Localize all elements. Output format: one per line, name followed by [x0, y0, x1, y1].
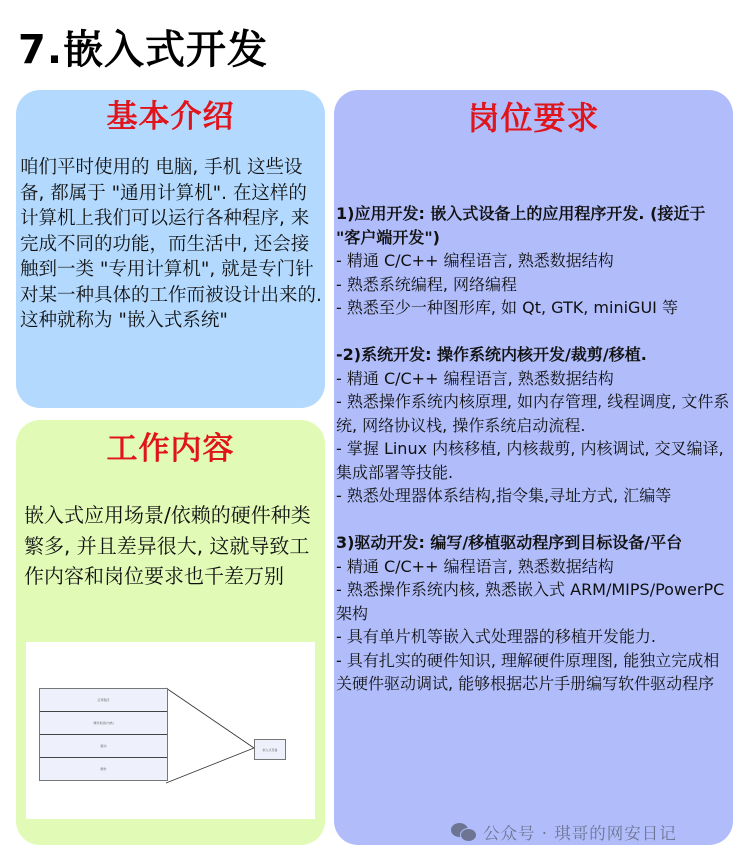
intro-text: 咱们平时使用的 电脑, 手机 这些设备, 都属于 "通用计算机". 在这样的计算机上我们可以运行各种程序, 来完成不同的功能，而生活中, 还会接触到一类 "专用计算机", 就是专门针对某一种具体的工作而被设计出来的. 这种就称为 "嵌入式系统" [20, 157, 322, 331]
req-item: - 熟悉操作系统内核原理, 如内存管理, 线程调度, 文件系统, 网络协议栈, 操作系统启动流程. [336, 392, 730, 435]
req-heading: -2)系统开发: 操作系统内核开发/裁剪/移植. [336, 345, 647, 364]
wechat-icon [451, 822, 477, 842]
req-item: - 精通 C/C++ 编程语言, 熟悉数据结构 [336, 556, 614, 576]
embedded-device-box: 嵌入式设备 [254, 739, 286, 760]
intro-title: 基本介绍 [106, 99, 235, 135]
requirements-body [334, 202, 733, 719]
req-heading: 3)驱动开发: 编写/移植驱动程序到目标设备/平台 [336, 533, 683, 552]
watermark-text: 公众号 · 琪哥的网安日记 [483, 824, 677, 843]
work-title: 工作内容 [106, 431, 235, 467]
requirements-card [334, 90, 733, 845]
req-section-system [334, 343, 733, 508]
req-item: - 具有单片机等嵌入式处理器的移植开发能力. [336, 627, 656, 646]
req-item: - 熟悉至少一种图形库, 如 Qt, GTK, miniGUI 等 [336, 298, 678, 317]
req-item: - 熟悉处理器体系结构,指令集,寻址方式, 汇编等 [336, 486, 672, 505]
layer-driver: 驱动 [40, 735, 167, 758]
req-item: - 具有扎实的硬件知识, 理解硬件原理图, 能独立完成相关硬件驱动调试, 能够根据芯片手册编写软件驱动程序 [336, 650, 720, 693]
requirements-title: 岗位要求 [467, 99, 600, 137]
req-item: - 熟悉系统编程, 网络编程 [336, 274, 518, 294]
req-item: - 精通 C/C++ 编程语言, 熟悉数据结构 [336, 368, 614, 388]
layer-hardware: 硬件 [40, 758, 167, 780]
req-item: - 精通 C/C++ 编程语言, 熟悉数据结构 [336, 251, 614, 270]
layer-app: 应用程序 [40, 689, 167, 712]
req-item: - 熟悉操作系统内核, 熟悉嵌入式 ARM/MIPS/PowerPC 架构 [336, 580, 725, 623]
work-text: 嵌入式应用场景/依赖的硬件种类繁多, 并且差异很大, 这就导致工作内容和岗位要求也千差万别 [24, 503, 311, 588]
intro-card [16, 90, 325, 408]
req-section-app [334, 202, 733, 320]
layer-os-kernel: 操作系统(内核) [40, 712, 167, 735]
embedded-layer-diagram [26, 642, 315, 819]
work-card [16, 420, 325, 845]
watermark [451, 820, 677, 844]
layer-stack [39, 688, 168, 781]
req-item: - 掌握 Linux 内核移植, 内核裁剪, 内核调试, 交叉编译, 集成部署等技能. [336, 439, 724, 482]
req-section-driver [334, 531, 733, 696]
page-title: 7.嵌入式开发 [18, 27, 269, 73]
req-heading: 1)应用开发: 嵌入式设备上的应用程序开发. (接近于 "客户端开发") [336, 204, 706, 247]
